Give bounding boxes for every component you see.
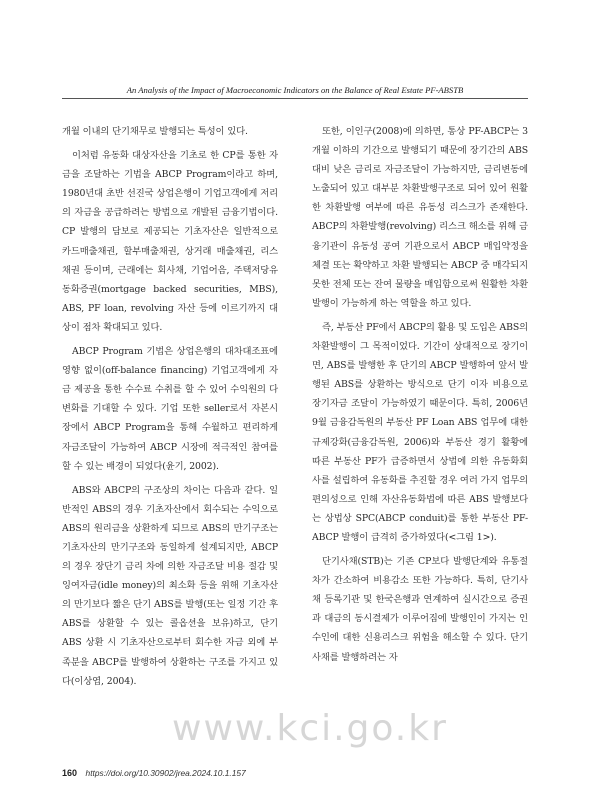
left-column — [62, 122, 278, 696]
watermark: www.kci.go.kr — [172, 708, 448, 749]
paragraph: ABCP Program 기법은 상업은행의 대차대조표에 영향 없이(off-balance financing) 기업고객에게 자금 제공을 통한 수수료 수취를 할 수 있어 수익원의 다변화를 기대할 수 있다. 기업 또한 seller로서 자본시장에서 ABCP Program을 통해 수월하고 편리하게 자금조달이 가능하여 ABCP 시장에 적극적인 참여를 할 수 있는 배경이 되었다(윤기, 2002). — [62, 346, 278, 472]
paragraph: 개월 이내의 단기채무로 발행되는 특성이 있다. — [62, 126, 248, 137]
page-number: 160 — [62, 768, 78, 778]
paragraph: 단기사채(STB)는 기존 CP보다 발행단계와 유통절차가 간소하여 비용감소 또한 가능하다. 특히, 단기사채 등록기관 및 한국은행과 연계하여 실시간으로 증권과 대금의 동시결제가 이루어짐에 발행인이 가지는 인수인에 대한 신용리스크 위험을 해소할 수 있다. 단기사채를 발행하려는 자 — [312, 556, 528, 663]
paragraph: 또한, 이인구(2008)에 의하면, 통상 PF-ABCP는 3개월 이하의 기간으로 발행되기 때문에 장기간의 ABS 대비 낮은 금리로 자금조달이 가능하지만, 금리변동에 노출되어 있고 대부분 차환발행구조로 되어 있어 원활한 차환발행 여부에 따른 유동성 리스크가 존재한다. ABCP의 차환발행(revolving) 리스크 해소를 위해 금융기관이 유동성 공여 기관으로서 ABCP 매입약정을 체결 또는 확약하고 차환 발행되는 ABCP 중 매각되지 못한 전체 또는 잔여 물량을 매입함으로써 원활한 차환발행이 가능하게 하는 역할을 하고 있다. — [312, 126, 528, 309]
header-divider — [62, 98, 528, 99]
page-footer — [62, 768, 246, 778]
doi-link[interactable]: https://doi.org/10.30902/jrea.2024.10.1.157 — [85, 768, 246, 778]
right-column — [312, 122, 528, 672]
running-header: An Analysis of the Impact of Macroeconomic Indicators on the Balance of Real Estate PF-ABSTB — [126, 85, 464, 95]
paragraph: 즉, 부동산 PF에서 ABCP의 활용 및 도입은 ABS의 차환발행이 그 목적이었다. 기간이 상대적으로 장기이면, ABS를 발행한 후 단기의 ABCP 발행하여 앞서 발행된 ABS를 상환하는 방식으로 단기 이자 비용으로 장기자금 조달이 가능하였기 때문이다. 특히, 2006년 9월 금융감독원의 부동산 PF Loan ABS 업무에 대한 규제강화(금융감독원, 2006)와 부동산 경기 활황에 따른 부동산 PF가 급증하면서 상법에 의한 유동화회사를 설립하여 유동화를 추진할 경우 여러 가지 업무의 편의성으로 인해 자산유동화법에 따른 ABS 발행보다는 상법상 SPC(ABCP conduit)를 통한 부동산 PF-ABCP 발행이 급격히 증가하였다(<그림 1>). — [312, 321, 528, 543]
paragraph: ABS와 ABCP의 구조상의 차이는 다음과 같다. 일반적인 ABS의 경우 기초자산에서 회수되는 수익으로 ABS의 원리금을 상환하게 되므로 ABS의 만기구조는 기초자산의 만기구조와 동일하게 설계되지만, ABCP의 경우 장단기 금리 차에 의한 자금조달 비용 절감 및 잉여자금(idle money)의 최소화 등을 위해 기초자산의 만기보다 짧은 단기 ABS를 발행(또는 일정 기간 후 ABS를 상환할 수 있는 콜옵션을 보유)하고, 단기 ABS 상환 시 기초자산으로부터 회수한 자금 외에 부족분을 ABCP를 발행하여 상환하는 구조를 가지고 있다(이상엽, 2004). — [62, 484, 278, 687]
paragraph: 이처럼 유동화 대상자산을 기초로 한 CP를 통한 자금을 조달하는 기법을 ABCP Program이라고 하며, 1980년대 초반 선진국 상업은행이 기업고객에게 저리의 자금을 공급하려는 방법으로 개발된 금융기법이다. CP 발행의 담보로 제공되는 기초자산은 일반적으로 카드매출채권, 할부매출채권, 상거래 매출채권, 리스 채권 등이며, 근래에는 회사채, 기업어음, 주택저당유동화증권(mortgage backed securities, MBS), ABS, PF loan, revolving 자산 등에 이르기까지 대상이 점차 확대되고 있다. — [62, 150, 278, 333]
